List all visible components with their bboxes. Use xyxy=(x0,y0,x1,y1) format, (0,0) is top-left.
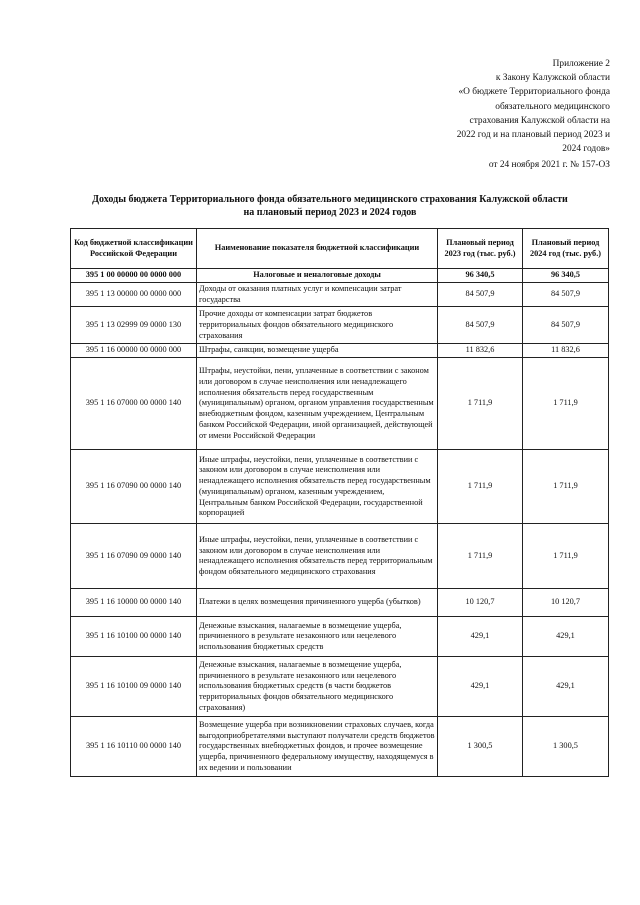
row-value-2024: 11 832,6 xyxy=(523,344,609,358)
appendix-header xyxy=(350,57,610,156)
row-value-2024: 84 507,9 xyxy=(523,307,609,344)
row-code: 395 1 16 10000 00 0000 140 xyxy=(71,589,197,617)
row-code: 395 1 16 10100 09 0000 140 xyxy=(71,657,197,717)
row-name: Платежи в целях возмещения причиненного ущерба (убытков) xyxy=(197,589,438,617)
law-date: от 24 ноября 2021 г. № 157-ОЗ xyxy=(488,160,610,170)
row-value-2024: 1 711,9 xyxy=(523,358,609,450)
row-name: Иные штрафы, неустойки, пени, уплаченные в соответствии с законом или договором в случае неисполнения или ненадлежащего исполнения обязательств перед территориальным фондом обязательного медицинского страхования xyxy=(197,524,438,589)
appendix-line: Приложение 2 xyxy=(552,59,610,69)
table-row xyxy=(71,358,609,450)
row-code: 395 1 13 02999 09 0000 130 xyxy=(71,307,197,344)
table-row xyxy=(71,617,609,657)
table-header-row xyxy=(71,229,609,269)
row-value-2023: 1 711,9 xyxy=(438,450,523,524)
title-line-1: Доходы бюджета Территориального фонда обязательного медицинского страхования Калужской области xyxy=(92,194,568,205)
table-row xyxy=(71,524,609,589)
title-line-2: на плановый период 2023 и 2024 годов xyxy=(243,207,417,218)
row-value-2024: 84 507,9 xyxy=(523,282,609,307)
row-value-2024: 429,1 xyxy=(523,617,609,657)
appendix-line: страхования Калужской области на xyxy=(469,115,610,126)
row-code: 395 1 13 00000 00 0000 000 xyxy=(71,282,197,307)
row-value-2023: 10 120,7 xyxy=(438,589,523,617)
header-name: Наименование показателя бюджетной классификации xyxy=(197,229,438,269)
row-value-2024: 96 340,5 xyxy=(523,269,609,283)
table-row xyxy=(71,717,609,777)
row-code: 395 1 16 00000 00 0000 000 xyxy=(71,344,197,358)
row-value-2023: 11 832,6 xyxy=(438,344,523,358)
table-row xyxy=(71,450,609,524)
row-value-2023: 429,1 xyxy=(438,617,523,657)
row-name: Штрафы, неустойки, пени, уплаченные в соответствии с законом или договором в случае неисполнения или ненадлежащего исполнения обязательств перед государственным (муниципальным) органом, органом управления государственным внебюджетным фондом, казенным учреждением, Центральным банком Российской Федерации, иной организацией, действующей от имени Российской Федерации xyxy=(197,358,438,450)
appendix-line: «О бюджете Территориального фонда xyxy=(458,87,610,98)
appendix-line: 2024 годов» xyxy=(562,144,610,155)
row-value-2024: 10 120,7 xyxy=(523,589,609,617)
appendix-line: к Закону Калужской области xyxy=(495,73,610,84)
table-row xyxy=(71,344,609,358)
table-row xyxy=(71,589,609,617)
header-2024: Плановый период 2024 год (тыс. руб.) xyxy=(523,229,609,269)
row-code: 395 1 16 07090 09 0000 140 xyxy=(71,524,197,589)
table-row xyxy=(71,657,609,717)
row-name: Денежные взыскания, налагаемые в возмещение ущерба, причиненного в результате незаконного или нецелевого использования бюджетных средств xyxy=(197,617,438,657)
row-value-2023: 84 507,9 xyxy=(438,307,523,344)
row-code: 395 1 16 07090 00 0000 140 xyxy=(71,450,197,524)
header-code: Код бюджетной классификации Российской Федерации xyxy=(71,229,197,269)
row-value-2024: 429,1 xyxy=(523,657,609,717)
row-name: Денежные взыскания, налагаемые в возмещение ущерба, причиненного в результате незаконного или нецелевого использования бюджетных средств (в части бюджетов территориальных фондов обязательного медицинского страхования) xyxy=(197,657,438,717)
row-code: 395 1 16 10110 00 0000 140 xyxy=(71,717,197,777)
row-name: Иные штрафы, неустойки, пени, уплаченные в соответствии с законом или договором в случае неисполнения или ненадлежащего исполнения обязательств перед государственным (муниципальным) органом, казенным учреждением, Центральным банком Российской Федерации, государственной корпорацией xyxy=(197,450,438,524)
row-name: Доходы от оказания платных услуг и компенсации затрат государства xyxy=(197,282,438,307)
row-value-2024: 1 711,9 xyxy=(523,524,609,589)
row-name: Штрафы, санкции, возмещение ущерба xyxy=(197,344,438,358)
row-value-2023: 429,1 xyxy=(438,657,523,717)
table-row xyxy=(71,282,609,307)
row-value-2023: 96 340,5 xyxy=(438,269,523,283)
row-value-2023: 1 300,5 xyxy=(438,717,523,777)
appendix-line: 2022 год и на плановый период 2023 и xyxy=(456,130,610,141)
row-value-2023: 1 711,9 xyxy=(438,358,523,450)
row-name: Налоговые и неналоговые доходы xyxy=(197,269,438,283)
row-name: Прочие доходы от компенсации затрат бюджетов территориальных фондов обязательного медицинского страхования xyxy=(197,307,438,344)
table-row xyxy=(71,269,609,283)
document-title xyxy=(60,193,600,219)
row-code: 395 1 16 07000 00 0000 140 xyxy=(71,358,197,450)
row-code: 395 1 16 10100 00 0000 140 xyxy=(71,617,197,657)
row-value-2023: 84 507,9 xyxy=(438,282,523,307)
row-value-2024: 1 300,5 xyxy=(523,717,609,777)
row-code: 395 1 00 00000 00 0000 000 xyxy=(71,269,197,283)
header-2023: Плановый период 2023 год (тыс. руб.) xyxy=(438,229,523,269)
appendix-line: обязательного медицинского xyxy=(495,101,610,112)
row-name: Возмещение ущерба при возникновении страховых случаев, когда выгодоприобретателями выступают получатели средств бюджетов государственных внебюджетных фондов, и прочее возмещение ущерба, причиненного федеральному имуществу, находящемуся в их ведении и пользовании xyxy=(197,717,438,777)
row-value-2023: 1 711,9 xyxy=(438,524,523,589)
budget-table xyxy=(70,228,609,777)
row-value-2024: 1 711,9 xyxy=(523,450,609,524)
table-row xyxy=(71,307,609,344)
